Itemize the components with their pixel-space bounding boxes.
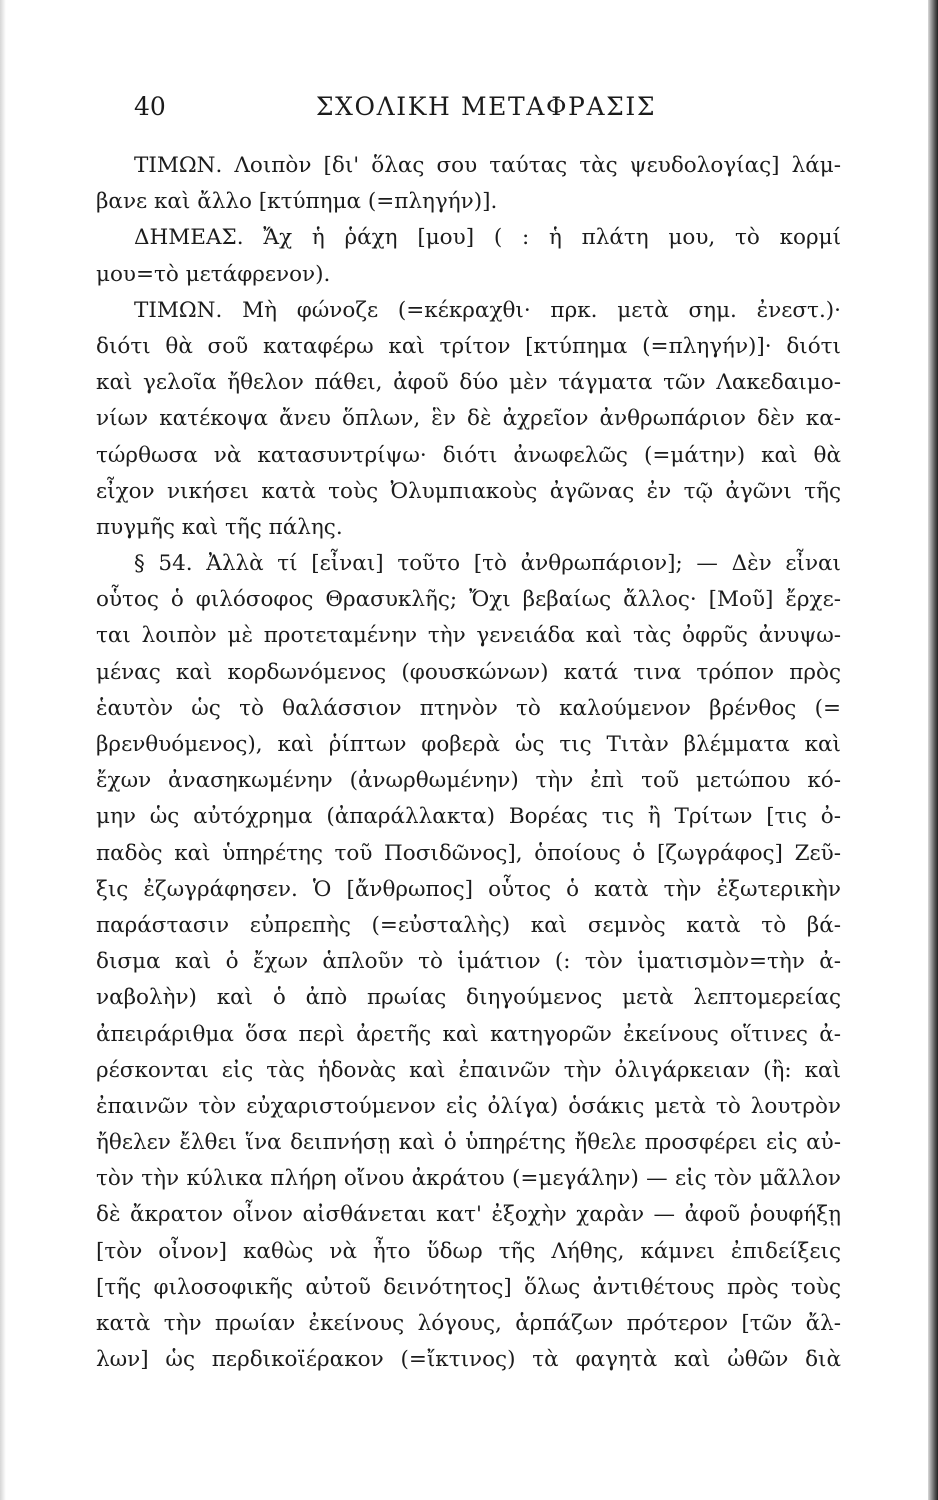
text-line: πυγμῆς καὶ τῆς πάλης.	[96, 514, 343, 540]
text-line: δὲ ἄκρατον οἶνον αἰσθάνεται κατ' ἐξοχὴν χαρὰν — ἀφοῦ ῥουφήξῃ	[96, 1202, 841, 1228]
text-line: κατὰ τὴν πρωίαν ἐκείνους λόγους, ἁρπάζων πρότερον [τῶν ἄλ-	[96, 1311, 841, 1336]
text-line: ΔΗΜΕΑΣ. Ἄχ ἡ ῥάχη [μου] ( : ἡ πλάτη μου, τὸ κορμί	[134, 225, 841, 251]
text-line: εἶχον νικήσει κατὰ τοὺς Ὀλυμπιακοὺς ἀγῶνας ἐν τῷ ἀγῶνι τῆς	[96, 478, 841, 504]
page-edge-shadow	[928, 0, 938, 1500]
text-line: μου=τὸ μετάφρενον).	[96, 261, 331, 287]
text-line: τώρθωσα νὰ κατασυντρίψω· διότι ἀνωφελῶς (=μάτην) καὶ θὰ	[96, 442, 841, 468]
text-line: ξις ἐζωγράφησεν. Ὁ [ἄνθρωπος] οὗτος ὁ κατὰ τὴν ἐξωτερικὴν	[96, 876, 841, 902]
text-line: βανε καὶ ἄλλο [κτύπημα (=πληγήν)].	[96, 189, 498, 215]
page-header	[134, 92, 838, 132]
text-line: δισμα καὶ ὁ ἔχων ἁπλοῦν τὸ ἱμάτιον (: τὸν ἱματισμὸν=τὴν ἀ-	[96, 949, 841, 975]
body-text	[96, 148, 841, 1378]
text-line: ἐπαινῶν τὸν εὐχαριστούμενον εἰς ὀλίγα) ὁσάκις μετὰ τὸ λουτρὸν	[96, 1093, 841, 1119]
text-line: τὸν τὴν κύλικα πλήρη οἴνου ἀκράτου (=μεγάλην) — εἰς τὸν μᾶλλον	[96, 1166, 841, 1192]
text-line: καὶ γελοῖα ἤθελον πάθει, ἀφοῦ δύο μὲν τάγματα τῶν Λακεδαιμο-	[96, 370, 841, 396]
text-line: ἀπειράριθμα ὅσα περὶ ἀρετῆς καὶ κατηγορῶν ἐκείνους οἵτινες ἀ-	[96, 1021, 841, 1047]
text-line: [τῆς φιλοσοφικῆς αὐτοῦ δεινότητος] ὅλως ἀντιθέτους πρὸς τοὺς	[96, 1274, 841, 1300]
text-line: μην ὡς αὐτόχρημα (ἀπαράλλακτα) Βορέας τις ἢ Τρίτων [τις ὀ-	[96, 804, 841, 830]
text-line: ναβολὴν) καὶ ὁ ἀπὸ πρωίας διηγούμενος μετὰ λεπτομερείας	[96, 985, 841, 1011]
text-line: § 54. Ἀλλὰ τί [εἶναι] τοῦτο [τὸ ἀνθρωπάριον]; — Δὲν εἶναι	[134, 551, 841, 577]
text-line: ἑαυτὸν ὡς τὸ θαλάσσιον πτηνὸν τὸ καλούμενον βρένθος (=	[96, 695, 841, 721]
text-line: ἔχων ἀνασηκωμένην (ἀνωρθωμένην) τὴν ἐπὶ τοῦ μετώπου κό-	[96, 768, 841, 794]
text-line: ΤΙΜΩΝ. Λοιπὸν [δι' ὅλας σου ταύτας τὰς ψευδολογίας] λάμ-	[134, 153, 841, 178]
text-line: οὗτος ὁ φιλόσοφος Θρασυκλῆς; Ὄχι βεβαίως ἄλλος· [Μοῦ] ἔρχε-	[96, 587, 841, 613]
text-line: παράστασιν εὐπρεπὴς (=εὐσταλὴς) καὶ σεμνὸς κατὰ τὸ βά-	[96, 912, 841, 938]
text-line: ἤθελεν ἔλθει ἵνα δειπνήσῃ καὶ ὁ ὑπηρέτης ἤθελε προσφέρει εἰς αὐ-	[96, 1130, 841, 1156]
text-line: παδὸς καὶ ὑπηρέτης τοῦ Ποσιδῶνος], ὁποίους ὁ [ζωγράφος] Ζεῦ-	[96, 840, 841, 866]
text-line: ται λοιπὸν μὲ προτεταμένην τὴν γενειάδα καὶ τὰς ὀφρῦς ἀνυψω-	[96, 623, 841, 649]
text-line: ΤΙΜΩΝ. Μὴ φώνοζε (=κέκραχθι· πρκ. μετὰ σημ. ἐνεστ.)·	[134, 297, 841, 323]
text-line: ρέσκονται εἰς τὰς ἡδονὰς καὶ ἐπαινῶν τὴν ὀλιγάρκειαν (ἢ: καὶ	[96, 1057, 841, 1083]
page-gutter-shadow	[0, 0, 6, 1500]
text-line: μένας καὶ κορδωνόμενος (φουσκώνων) κατά τινα τρόπον πρὸς	[96, 659, 841, 685]
text-line: βρενθυόμενος), καὶ ῥίπτων φοβερὰ ὡς τις Τιτὰν βλέμματα καὶ	[96, 732, 841, 757]
text-line: λων] ὡς περδικοϊέρακον (=ἴκτινος) τὰ φαγητὰ καὶ ὠθῶν διὰ	[96, 1347, 841, 1373]
page-number: 40	[134, 92, 166, 121]
text-line: νίων κατέκοψα ἄνευ ὅπλων, ἓν δὲ ἀχρεῖον ἀνθρωπάριον δὲν κα-	[96, 406, 841, 432]
text-line: διότι θὰ σοῦ καταφέρω καὶ τρίτον [κτύπημα (=πληγήν)]· διότι	[96, 333, 841, 359]
text-line: [τὸν οἶνον] καθὼς νὰ ἦτο ὕδωρ τῆς Λήθης, κάμνει ἐπιδείξεις	[96, 1238, 841, 1264]
running-head: ΣΧΟΛΙΚΗ ΜΕΤΑΦΡΑΣΙΣ	[315, 92, 657, 121]
